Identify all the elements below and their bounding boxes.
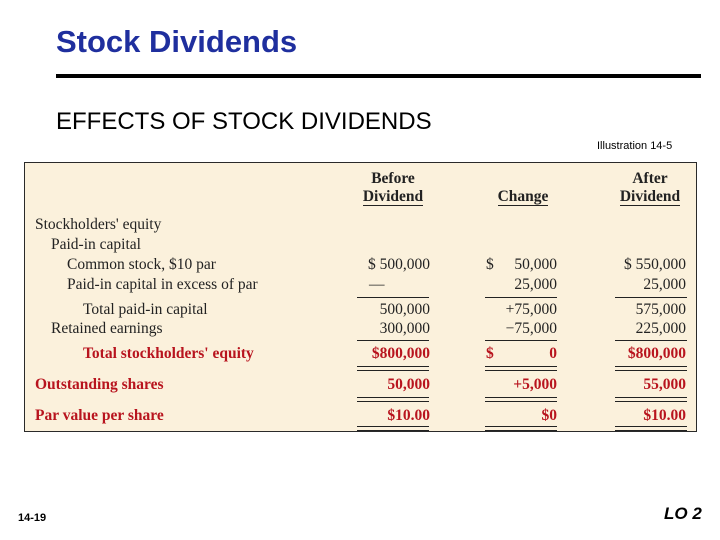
row-label-total-paid-in-capital: Total paid-in capital [83,301,208,318]
total-equity-before: $800,000 [371,345,430,362]
total-equity-after: $800,000 [627,345,686,362]
paid-in-excess-after: 25,000 [643,276,686,293]
header-before-line1: Before [371,170,415,187]
par-value-change: $0 [541,407,557,424]
illustration-label: Illustration 14-5 [597,140,673,152]
double-line-par-after [615,426,687,431]
total-paid-in-change: +75,000 [505,301,557,318]
outstanding-shares-before: 50,000 [387,376,430,393]
stock-dividend-effects-table [24,162,697,432]
header-after-line1: After [632,170,668,187]
row-label-paid-in-capital: Paid-in capital [51,236,141,253]
total-line-change [485,340,557,341]
par-value-before: $10.00 [387,407,430,424]
slide-subtitle: EFFECTS OF STOCK DIVIDENDS [56,108,432,135]
common-stock-change-sign: $ [486,256,494,273]
row-label-stockholders-equity: Stockholders' equity [35,216,162,233]
double-line-shares-after [615,397,687,402]
common-stock-before: $ 500,000 [368,256,430,273]
subtotal-line-after [615,297,687,298]
row-label-common-stock: Common stock, $10 par [67,256,216,273]
row-label-total-stockholders-equity: Total stockholders' equity [83,345,254,362]
slide-title: Stock Dividends [56,24,298,59]
outstanding-shares-change: +5,000 [513,376,557,393]
header-change [473,188,573,206]
double-line-equity-before [357,366,429,371]
retained-earnings-after: 225,000 [635,320,686,337]
double-line-shares-before [357,397,429,402]
total-line-before [357,340,429,341]
outstanding-shares-after: 55,000 [643,376,686,393]
total-paid-in-before: 500,000 [379,301,430,318]
header-before-line2: Dividend [362,188,424,205]
paid-in-excess-change: 25,000 [514,276,557,293]
header-after [595,170,705,206]
retained-earnings-change: −75,000 [505,320,557,337]
retained-earnings-before: 300,000 [379,320,430,337]
subtotal-line-before [357,297,429,298]
subtotal-line-change [485,297,557,298]
page-number: 14-19 [18,512,47,524]
row-label-outstanding-shares: Outstanding shares [35,376,164,393]
row-label-paid-in-excess: Paid-in capital in excess of par [67,276,258,293]
total-equity-change-sign: $ [486,345,494,362]
learning-objective-label: LO 2 [664,504,702,523]
par-value-after: $10.00 [643,407,686,424]
row-label-par-value: Par value per share [35,407,164,424]
double-line-par-change [485,426,557,431]
total-line-after [615,340,687,341]
double-line-shares-change [485,397,557,402]
common-stock-after: $ 550,000 [624,256,686,273]
double-line-par-before [357,426,429,431]
double-line-equity-after [615,366,687,371]
total-paid-in-after: 575,000 [635,301,686,318]
header-change-label: Change [497,188,549,205]
row-label-retained-earnings: Retained earnings [51,320,163,337]
double-line-equity-change [485,366,557,371]
title-divider [56,74,701,78]
total-equity-change: 0 [549,345,557,362]
header-after-line2: Dividend [619,188,681,205]
header-before [339,170,447,206]
paid-in-excess-before: — [369,276,385,293]
common-stock-change: 50,000 [514,256,557,273]
